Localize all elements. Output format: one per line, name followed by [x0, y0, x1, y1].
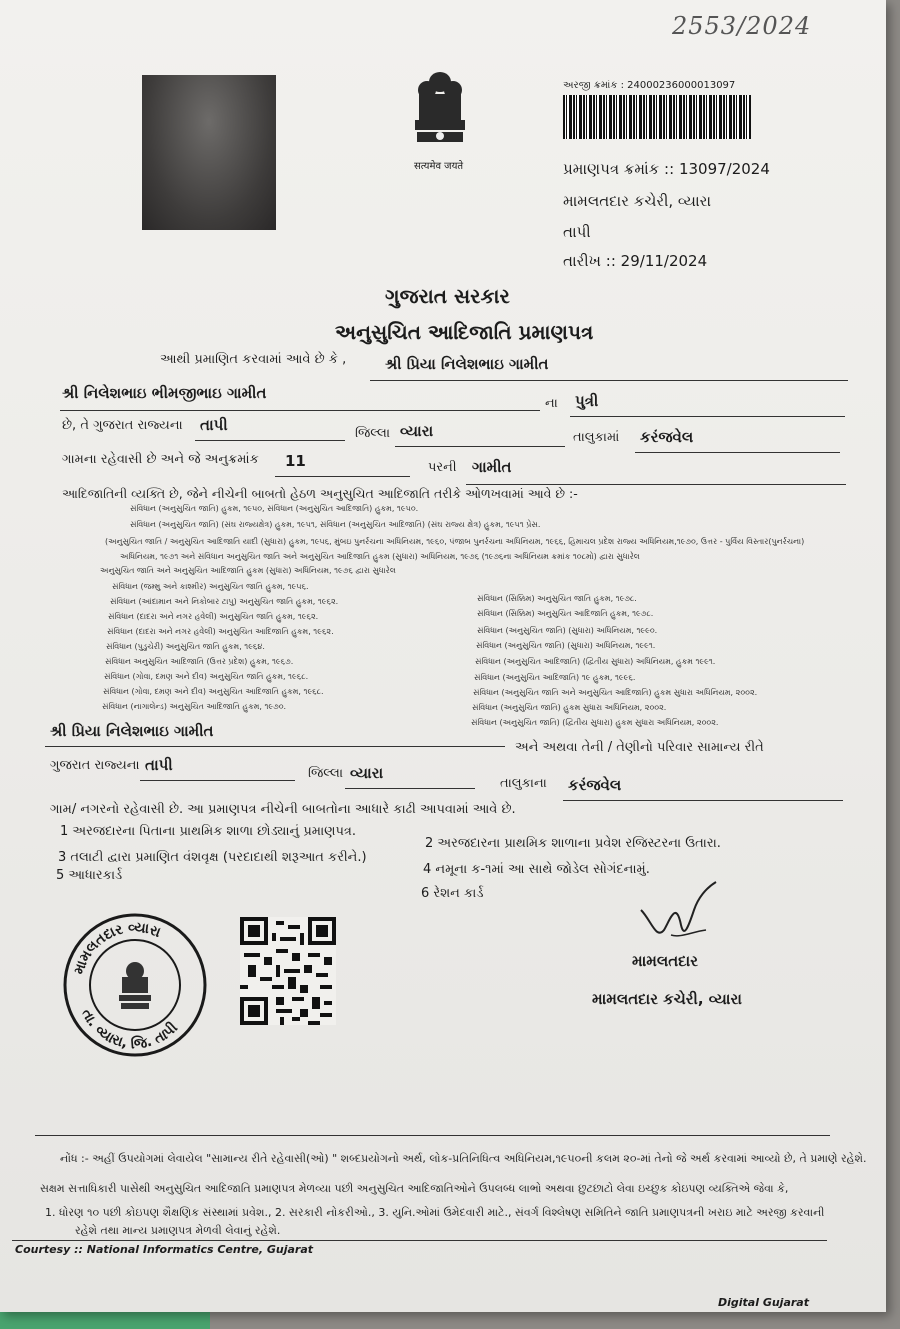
emblem-motto: सत्यमेव जयते [414, 161, 464, 172]
seal-bottom-text: તા. વ્યારા, જિ. તાપી [78, 1006, 181, 1053]
date-label: તારીખ [563, 252, 601, 270]
seal-top-text: મામલતદાર વ્યારા [71, 919, 163, 977]
father-name: શ્રી નિલેશભાઇ ભીમજીભાઇ ગામીત [62, 384, 267, 402]
handwritten-reference: 2553/2024 [672, 12, 812, 40]
taluka-label: તાલુકામાં [573, 430, 620, 445]
digital-gujarat-text: Digital Gujarat [718, 1296, 809, 1309]
tribe-name: ગામીત [472, 458, 512, 476]
note-1: નોંધ :- અહીં ઉપયોગમાં લેવાયેલ "સામાન્ય રીતે રહેવાસી(ઓ) " શબ્દપ્રયોગનો અર્થ, લોક-પ્રતિનિધિત્વ અધિનિયમ,૧૯૫૦ની કલમ ૨૦-માં તેનો જે અર્થ કરવામાં આવ્યો છે, તે પ્રમાણે રહેશે. [60, 1152, 867, 1165]
certificate-number-label: પ્રમાણપત્ર ક્રમાંક [563, 160, 660, 178]
taluka-name: વ્યારા [400, 422, 434, 440]
svg-text:મામલતદાર વ્યારા [71, 920, 163, 977]
certificate-number-row: પ્રમાણપત્ર ક્રમાંક :: 13097/2024 [563, 160, 770, 178]
note-4: રહેશે તથા માન્ય પ્રમાણપત્ર મેળવી લેવાનું રહેશે. [75, 1224, 281, 1237]
certificate-number-value: 13097/2024 [678, 160, 770, 178]
barcode [563, 95, 751, 139]
jilla-label: જિલ્લા [355, 426, 391, 441]
order-left-9: સંવિધાન (નાગાલેન્ડ) અનુસુચિત આદિજાતિ હુકમ, ૧૯૭૦. [102, 702, 287, 711]
note-2: સક્ષમ સત્તાધિકારી પાસેથી અનુસુચિત આદિજાતિ પ્રમાણપત્ર મેળવ્યા પછી અનુસુચિત આદિજાતિઓને ઉપલબ્ધ લાભો અથવા છુટછાટો લેવા ઇચ્છુક કોઇપણ વ્યક્તિએ જેવા કે, [40, 1182, 789, 1195]
national-emblem-icon [405, 68, 475, 158]
qr-code [240, 916, 336, 1026]
order-left-6: સંવિધાન અનુસુચિત આદિજાતિ (ઉત્તર પ્રદેશ) હુકમ, ૧૯૬૭. [105, 657, 294, 666]
applicant-name-2: શ્રી પ્રિયા નિલેશભાઇ ગામીત [50, 722, 214, 740]
order-left-4: સંવિધાન (દાદરા અને નગર હવેલી) અનુસુચિત આદિજાતિ હુકમ, ૧૯૬૨. [107, 627, 334, 636]
order-left-7: સંવિધાન (ગોવા, દમણ અને દીવ) અનુસુચિત જાતિ હુકમ, ૧૯૬૮. [104, 672, 309, 681]
serial-number: 11 [285, 452, 306, 470]
signatory-title: મામલતદાર [632, 952, 698, 970]
issuing-office: મામલતદાર કચેરી, વ્યારા [563, 192, 712, 210]
certificate-date-row: તારીખ :: 29/11/2024 [563, 252, 708, 270]
date-value: 29/11/2024 [620, 252, 708, 270]
order-top-3: (અનુસુચિત જાતિ / અનુસુચિત આદિજાતિ યાદી (સુધારા) હુકમ, ૧૯૫૬, મુંબઇ પુનર્રચના અધિનિયમ, ૧૯૬૦, પંજાબ પુનર્રચના અધિનિયમ, ૧૯૬૬, હિમાચલ પ્રદેશ રાજ્ય અધિનિયમ,૧૯૭૦, ઉત્તર - પુર્વિય વિસ્તાર(પુનર્રચના) [105, 537, 805, 546]
taluka-name-2: વ્યારા [350, 764, 384, 782]
relation: પુત્રી [575, 392, 599, 410]
order-right-8: સંવિધાન (અનુસુચિત જાતિ) હુકમ સુધારા અધિનિયમ, ૨૦૦૨. [472, 703, 667, 712]
signature-icon [636, 880, 726, 955]
courtesy-text: Courtesy :: National Informatics Centre, Gujarat [15, 1243, 314, 1256]
document-item-5: 5 આધારકાર્ડ [56, 868, 123, 883]
order-right-3: સંવિધાન (અનુસુચિત જાતિ) (સુધારા) અધિનિયમ, ૧૯૯૦. [477, 626, 658, 635]
applicant-photo [142, 75, 276, 230]
signatory-office: મામલતદાર કચેરી, વ્યારા [592, 990, 742, 1008]
order-top-2: સંવિધાન (અનુસુચિત જાતિ) (સંઘ રાજ્યક્ષેત્ર) હુકમ, ૧૯૫૧, સંવિધાન (અનુસુચિત આદિજાતિ) (સંઘ રાજ્ય ક્ષેત્ર) હુકમ, ૧૯૫૧ પ્રેસ. [130, 520, 541, 529]
applicant-name: શ્રી પ્રિયા નિલેશભાઇ ગામીત [385, 355, 549, 373]
issuing-district: તાપી [563, 223, 591, 241]
order-left-1: સંવિધાન (જમ્મુ અને કાશ્મીર) અનુસુચિત જાતિ હુકમ, ૧૯૫૬. [112, 582, 309, 591]
state-prefix-2: ગુજરાત રાજ્યના [50, 758, 140, 773]
resident-text: ગામના રહેવાસી છે અને જે અનુક્રમાંક [62, 452, 259, 467]
order-left-2: સંવિધાન (આંદામાન અને નિકોબાર ટાપુ) અનુસુચિત જાતિ હુકમ, ૧૯૬૨. [110, 597, 339, 606]
document-item-6: 6 રેશન કાર્ડ [421, 886, 484, 901]
document-item-1: 1 અરજદારના પિતાના પ્રાથમિક શાળા છોડ્યાનું પ્રમાણપત્ર. [60, 824, 357, 839]
order-left-3: સંવિધાન (દાદરા અને નગર હવેલી) અનુસુચિત જાતિ હુકમ, ૧૯૬૨. [108, 612, 319, 621]
government-title: ગુજરાત સરકાર [385, 284, 510, 308]
document-item-4: 4 નમૂના ક-૧માં આ સાથે જોડેલ સોગંદનામું. [423, 862, 650, 877]
village-name-2: કરંજવેલ [568, 776, 622, 794]
tribe-text: આદિજાતિની વ્યક્તિ છે, જેને નીચેની બાબતો હેઠળ અનુસુચિત આદિજાતિ તરીકે ઓળખવામાં આવે છે :- [62, 486, 578, 501]
order-top-4: અધિનિયમ, ૧૯૭૧ અને સંવિધાન અનુસુચિત જાતિ અને અનુસુચિત આદિજાતિ હુકમ (સુધારા) અધિનિયમ, ૧૯૭૬ (૧૯૭૬ના અધિનિયમ ક્રમાંક ૧૦૮મો) દ્વારા સુધારેલ [120, 552, 640, 561]
document-item-3: 3 તલાટી દ્વારા પ્રમાણિત વંશવૃક્ષ (પરદાદાથી શરૂઆત કરીને.) [58, 850, 367, 865]
intro-text: આથી પ્રમાણિત કરવામાં આવે છે કે , [160, 352, 347, 367]
district-name-2: તાપી [145, 756, 173, 774]
order-right-7: સંવિધાન (અનુસુચિત જાતિ અને અનુસુચિત આદિજાતિ) હુકમ સુધારા અધિનિયમ, ૨૦૦૨. [473, 688, 758, 697]
village-name: કરંજવેલ [640, 428, 694, 446]
order-left-5: સંવિધાન (પુડુચેરી) અનુસુચિત જાતિ હુકમ, ૧૯૬૪. [106, 642, 265, 651]
family-text: અને અથવા તેની / તેણીનો પરિવાર સામાન્ય રીતે [515, 740, 764, 755]
document-item-2: 2 અરજદારના પ્રાથમિક શાળાના પ્રવેશ રજિસ્ટરના ઉતારા. [425, 836, 721, 851]
document-title: અનુસુચિત આદિજાતિ પ્રમાણપત્ર [335, 320, 594, 344]
order-right-4: સંવિધાન (અનુસુચિત જાતિ) (સુધારા) અધિનિયમ, ૧૯૯૧. [476, 641, 656, 650]
district-name: તાપી [200, 416, 228, 434]
na-text: ના [545, 396, 558, 411]
order-right-9: સંવિધાન (અનુસુચિત જાતિ) (દ્વિતીય સુધારા) હુકમ સુધારા અધિનિયમ, ૨૦૦૨. [471, 718, 719, 727]
state-prefix: છે, તે ગુજરાત રાજ્યના [62, 418, 183, 433]
application-number: અરજી ક્રમાંક : 24000236000013097 [563, 80, 736, 91]
order-right-5: સંવિધાન (અનુસુચિત આદિજાતિ) (દ્વિતીય સુધારા) અધિનિયમ, હુકમ ૧૯૯૧. [475, 657, 716, 666]
taluka-label-2: તાલુકાના [500, 776, 547, 791]
order-right-2: સંવિધાન (સિક્કિમ) અનુસુચિત આદિજાતિ હુકમ, ૧૯૭૮. [477, 609, 654, 618]
note-3: 1. ધોરણ ૧૦ પછી કોઇપણ શૈક્ષણિક સંસ્થામાં પ્રવેશ., 2. સરકારી નોકરીઓ., 3. યુનિ.ઓમાં ઉમેદવારી માટે., સંવર્ગ વિશ્લેષણ સમિતિને જાતિ પ્રમાણપત્રની ખરાઇ માટે અરજી કરવાની [45, 1206, 825, 1219]
office-seal-icon [60, 913, 210, 1058]
order-top-5: અનુસુચિત જાતિ અને અનુસુચિત આદિજાતિ હુકમ (સુધારા) અધિનિયમ, ૧૯૭૬ દ્વારા સુધારેલ [100, 566, 396, 575]
parni-text: પરની [428, 460, 457, 475]
jilla-label-2: જિલ્લા [308, 766, 344, 781]
closing-text: ગામ/ નગરનો રહેવાસી છે. આ પ્રમાણપત્ર નીચેની બાબતોના આધારે કાઢી આપવામાં આવે છે. [50, 802, 516, 817]
order-right-1: સંવિધાન (સિક્કિમ) અનુસુચિત જાતિ હુકમ, ૧૯૭૮. [477, 594, 637, 603]
order-left-8: સંવિધાન (ગોવા, દમણ અને દીવ) અનુસુચિત આદિજાતિ હુકમ, ૧૯૬૮. [103, 687, 324, 696]
order-top-1: સંવિધાન (અનુસુચિત જાતિ) હુકમ, ૧૯૫૦, સંવિધાન (અનુસુચિત આદિજાતિ) હુકમ, ૧૯૫૦. [130, 504, 419, 513]
order-right-6: સંવિધાન (અનુસુચિત આદિજાતિ) ૧૯ હુકમ, ૧૯૯૬. [474, 673, 636, 682]
